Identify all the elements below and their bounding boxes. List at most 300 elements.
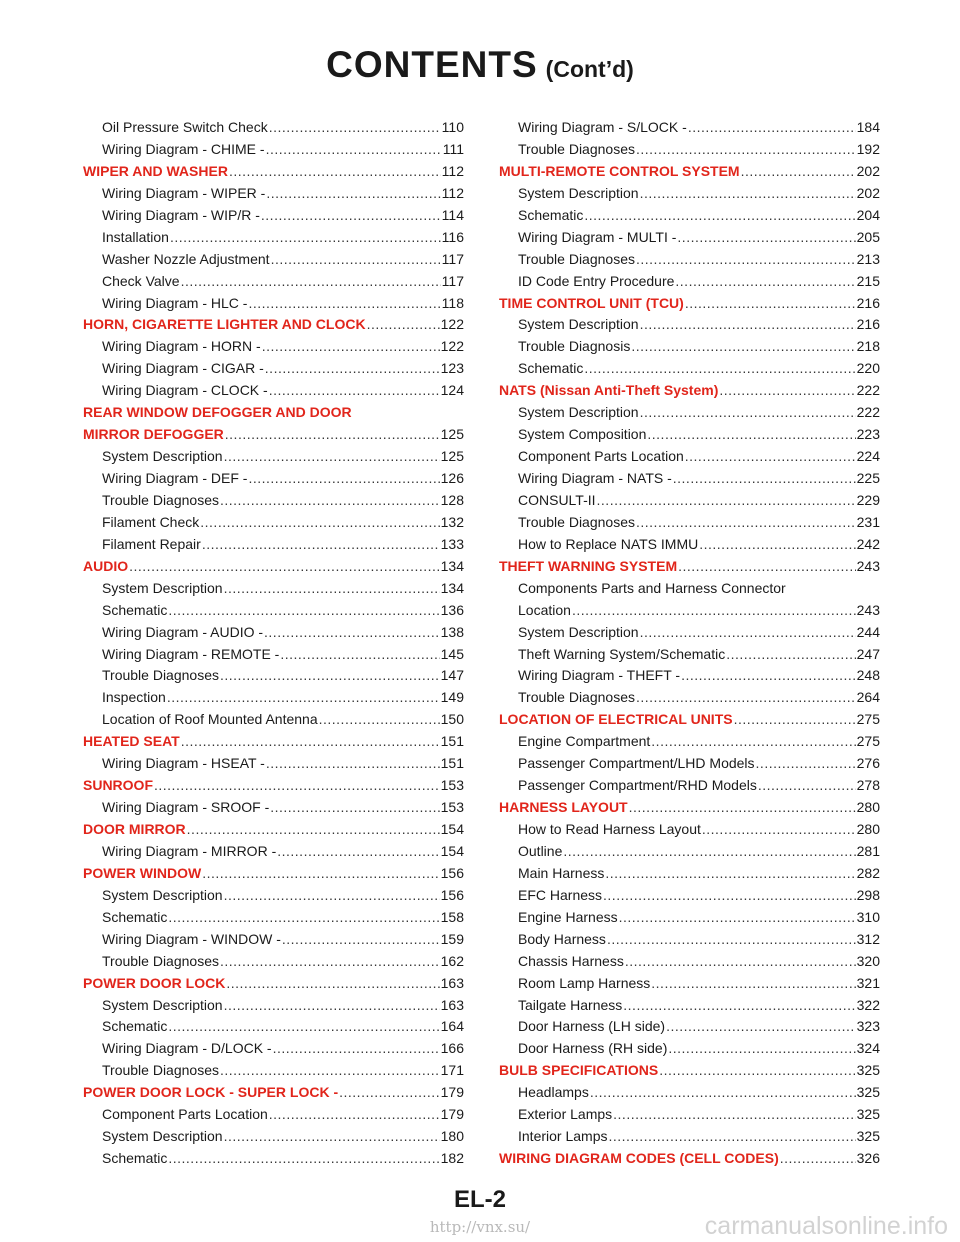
toc-entry-page: 171 [440, 1062, 464, 1079]
toc-entry[interactable] [499, 731, 880, 753]
toc-entry-label: Wiring Diagram - NATS - [518, 470, 672, 486]
toc-leader-dots [229, 161, 441, 183]
toc-entry-page: 321 [856, 974, 880, 991]
toc-entry-label: Schematic [102, 1150, 168, 1167]
toc-entry[interactable] [83, 709, 464, 731]
toc-entry[interactable] [83, 534, 464, 556]
toc-entry[interactable] [83, 1016, 464, 1038]
toc-leader-dots [605, 863, 855, 885]
toc-entry-page: 325 [856, 1128, 880, 1145]
toc-entry-label: Interior Lamps [518, 1128, 608, 1145]
page-number: EL-2 [453, 1186, 506, 1213]
toc-entry-label: Schematic [518, 360, 584, 377]
toc-entry-label: Wiring Diagram - MIRROR - [102, 842, 277, 859]
toc-entry-label: MULTI-REMOTE CONTROL SYSTEM [499, 162, 740, 179]
toc-entry[interactable] [499, 227, 880, 249]
toc-leader-dots [608, 1126, 855, 1148]
toc-entry-page: 179 [440, 1106, 464, 1123]
toc-leader-dots [636, 687, 856, 709]
toc-entry-page: 153 [440, 799, 464, 816]
toc-entry-page: 147 [440, 667, 464, 684]
toc-entry[interactable] [83, 885, 464, 907]
toc-leader-dots [280, 644, 439, 666]
toc-entry[interactable] [83, 249, 464, 271]
toc-entry-page: 128 [440, 491, 464, 508]
toc-entry-label: Door Harness (LH side) [518, 1018, 666, 1035]
toc-entry-label: AUDIO [83, 557, 129, 574]
toc-entry[interactable] [499, 973, 880, 995]
toc-entry-label: Schematic [518, 206, 584, 223]
toc-entry-page: 117 [441, 250, 464, 267]
toc-entry-page: 224 [856, 448, 880, 465]
toc-entry-page: 182 [440, 1150, 464, 1167]
toc-section-heading[interactable] [499, 161, 880, 183]
toc-entry[interactable] [499, 863, 880, 885]
toc-entry-page: 218 [856, 338, 880, 355]
toc-entry-label: How to Replace NATS IMMU [518, 535, 699, 552]
toc-leader-dots [677, 227, 855, 249]
toc-entry-page: 278 [856, 777, 880, 794]
toc-leader-dots [367, 314, 440, 336]
toc-entry-label: Wiring Diagram - WIP/R - [102, 206, 260, 223]
toc-entry-label: Tailgate Harness [518, 996, 623, 1013]
toc-entry-label: Main Harness [518, 864, 605, 881]
toc-section-heading[interactable] [83, 1082, 464, 1104]
toc-entry-page: 325 [856, 1084, 880, 1101]
toc-entry-page: 112 [441, 184, 464, 201]
toc-leader-dots [167, 687, 440, 709]
toc-entry[interactable] [499, 687, 880, 709]
toc-leader-dots [702, 819, 856, 841]
toc-entry-page: 163 [440, 996, 464, 1013]
toc-leader-dots [282, 929, 440, 951]
toc-leader-dots [220, 665, 440, 687]
toc-leader-dots [685, 446, 856, 468]
toc-leader-dots [734, 709, 856, 731]
toc-entry-label: SUNROOF [83, 777, 153, 794]
toc-entry-page: 202 [856, 162, 880, 179]
toc-entry[interactable] [83, 512, 464, 534]
toc-entry[interactable] [83, 929, 464, 951]
toc-leader-dots [625, 951, 856, 973]
toc-leader-dots [673, 468, 856, 490]
toc-entry[interactable] [83, 380, 464, 402]
toc-entry[interactable] [499, 183, 880, 205]
toc-entry-page: 213 [856, 250, 880, 267]
toc-entry[interactable] [499, 907, 880, 929]
toc-entry-label: Wiring Diagram - HLC - [102, 294, 248, 311]
toc-entry-page: 134 [440, 557, 464, 574]
toc-leader-dots [563, 841, 855, 863]
toc-entry[interactable] [499, 885, 880, 907]
toc-entry-label: Schematic [102, 908, 168, 925]
toc-leader-dots [168, 1016, 439, 1038]
toc-entry-page: 184 [856, 119, 880, 135]
toc-entry[interactable] [83, 1148, 464, 1170]
toc-entry[interactable] [499, 1038, 880, 1060]
toc-entry-page: 215 [856, 272, 880, 289]
toc-leader-dots [248, 293, 440, 315]
toc-entry-page: 243 [856, 601, 880, 618]
toc-section-heading[interactable] [83, 556, 464, 578]
toc-entry[interactable] [83, 841, 464, 863]
toc-entry-label: HEATED SEAT [83, 733, 180, 750]
toc-entry[interactable] [499, 644, 880, 666]
toc-leader-dots [619, 907, 856, 929]
toc-entry-page: 125 [440, 448, 464, 465]
toc-entry[interactable] [83, 183, 464, 205]
toc-entry-label: Trouble Diagnoses [102, 667, 219, 684]
toc-section-heading[interactable] [499, 293, 880, 315]
toc-entry[interactable] [83, 293, 464, 315]
toc-entry-label: Wiring Diagram - THEFT - [518, 667, 681, 684]
toc-entry-label: DOOR MIRROR [83, 821, 186, 837]
toc-entry-label: System Description [102, 886, 223, 903]
toc-entry[interactable] [499, 512, 880, 534]
toc-leader-dots [224, 885, 440, 907]
toc-entry-label: System Description [102, 579, 223, 596]
toc-section-heading[interactable] [83, 775, 464, 797]
toc-entry-page: 247 [856, 645, 880, 662]
toc-leader-dots [271, 249, 441, 271]
toc-entry[interactable] [499, 622, 880, 644]
toc-entry[interactable] [499, 753, 880, 775]
toc-leader-dots [225, 424, 440, 446]
toc-entry-page: 320 [856, 952, 880, 969]
toc-leader-dots [277, 841, 439, 863]
toc-entry-label: Trouble Diagnoses [518, 140, 635, 157]
toc-entry-page: 126 [440, 470, 464, 486]
toc-leader-dots [269, 380, 440, 402]
toc-entry-label: Wiring Diagram - D/LOCK - [102, 1040, 272, 1057]
toc-leader-dots [678, 556, 856, 578]
toc-entry-page: 322 [856, 996, 880, 1013]
toc-entry-label: Component Parts Location [518, 448, 684, 465]
toc-entry-label: Washer Nozzle Adjustment [102, 250, 270, 267]
toc-entry-page: 312 [856, 930, 880, 947]
toc-entry-label: Wiring Diagram - HSEAT - [102, 755, 265, 772]
toc-entry[interactable] [499, 314, 880, 336]
toc-entry-page: 156 [440, 886, 464, 903]
toc-leader-dots [202, 534, 440, 556]
toc-left-column [83, 117, 464, 1170]
toc-entry-label: System Description [518, 184, 639, 201]
toc-entry-page: 122 [440, 316, 464, 333]
toc-entry-label: Wiring Diagram - CIGAR - [102, 360, 264, 377]
toc-entry-page: 179 [440, 1084, 464, 1101]
toc-leader-dots [584, 358, 855, 380]
toc-entry[interactable] [83, 578, 464, 600]
toc-entry[interactable] [499, 995, 880, 1017]
toc-leader-dots [572, 600, 856, 622]
toc-entry[interactable] [83, 622, 464, 644]
toc-entry-label: Chassis Harness [518, 952, 624, 969]
toc-entry-page: 166 [440, 1040, 464, 1057]
toc-entry-page: 138 [440, 623, 464, 640]
toc-entry[interactable] [83, 468, 464, 490]
toc-entry-label: Wiring Diagram - WIPER - [102, 184, 266, 201]
toc-entry[interactable] [499, 402, 880, 424]
toc-leader-dots [266, 753, 440, 775]
toc-entry[interactable] [499, 600, 880, 622]
toc-section-heading[interactable] [499, 556, 880, 578]
toc-entry[interactable] [499, 819, 880, 841]
toc-leader-dots [603, 885, 856, 907]
toc-entry[interactable] [499, 1104, 880, 1126]
toc-entry[interactable] [83, 1038, 464, 1060]
toc-section-heading[interactable] [83, 863, 464, 885]
toc-entry-label: POWER DOOR LOCK - SUPER LOCK - [83, 1084, 339, 1101]
toc-entry[interactable] [499, 271, 880, 293]
toc-entry[interactable] [83, 205, 464, 227]
toc-entry-label: HORN, CIGARETTE LIGHTER AND CLOCK [83, 316, 366, 333]
toc-leader-dots [636, 139, 856, 161]
toc-entry-page: 310 [856, 908, 880, 925]
toc-entry[interactable] [499, 665, 880, 687]
toc-section-heading[interactable] [83, 314, 464, 336]
toc-entry-page: 122 [440, 338, 464, 355]
toc-entry[interactable] [499, 468, 880, 490]
toc-leader-dots [170, 227, 441, 249]
toc-entry[interactable] [499, 249, 880, 271]
toc-entry-label: Trouble Diagnoses [102, 491, 219, 508]
toc-leader-dots [220, 490, 440, 512]
toc-entry[interactable] [499, 578, 880, 600]
toc-section-heading[interactable] [83, 973, 464, 995]
toc-leader-dots [699, 534, 855, 556]
toc-leader-dots [640, 402, 856, 424]
toc-entry-page: 276 [856, 755, 880, 772]
toc-entry[interactable] [499, 1016, 880, 1038]
toc-entry-page: 159 [440, 930, 464, 947]
toc-entry[interactable] [499, 775, 880, 797]
toc-leader-dots [640, 314, 856, 336]
toc-leader-dots [220, 1060, 440, 1082]
toc-entry[interactable] [83, 753, 464, 775]
toc-entry-label: THEFT WARNING SYSTEM [499, 557, 678, 574]
toc-entry-label: System Description [518, 316, 639, 333]
toc-entry-label: HARNESS LAYOUT [499, 799, 628, 816]
toc-entry[interactable] [83, 139, 464, 161]
toc-entry[interactable] [83, 665, 464, 687]
toc-entry[interactable] [83, 490, 464, 512]
toc-leader-dots [666, 1016, 856, 1038]
toc-entry[interactable] [499, 951, 880, 973]
toc-entry-page: 275 [856, 733, 880, 750]
toc-entry-label: Check Valve [102, 272, 180, 289]
toc-leader-dots [741, 161, 856, 183]
toc-entry-page: 192 [856, 140, 880, 157]
toc-entry-page: 145 [440, 645, 464, 662]
toc-entry-label: Theft Warning System/Schematic [518, 645, 726, 662]
toc-section-heading[interactable] [499, 797, 880, 819]
toc-leader-dots [168, 600, 439, 622]
toc-leader-dots [220, 951, 440, 973]
toc-entry-label: WIRING DIAGRAM CODES (CELL CODES) [499, 1150, 779, 1167]
toc-entry-label: Wiring Diagram - CLOCK - [102, 382, 268, 399]
toc-entry-page: 223 [856, 426, 880, 443]
toc-entry-page: 324 [856, 1040, 880, 1057]
toc-entry-label: Wiring Diagram - HORN - [102, 338, 261, 355]
toc-leader-dots [181, 271, 441, 293]
toc-entry-page: 244 [856, 623, 880, 640]
toc-entry[interactable] [499, 490, 880, 512]
toc-entry-label: MIRROR DEFOGGER [83, 426, 224, 443]
toc-leader-dots [647, 424, 855, 446]
toc-entry-label: Trouble Diagnoses [518, 250, 635, 267]
toc-entry-page: 117 [441, 272, 464, 289]
toc-entry[interactable] [83, 1060, 464, 1082]
toc-entry-label: Headlamps [518, 1084, 589, 1101]
title-sub: (Cont’d) [545, 56, 634, 82]
toc-leader-dots [168, 1148, 439, 1170]
toc-leader-dots [685, 293, 856, 315]
toc-leader-dots [597, 490, 856, 512]
toc-entry-page: 280 [856, 821, 880, 837]
toc-entry-page: 298 [856, 886, 880, 903]
toc-section-heading[interactable] [83, 424, 464, 446]
toc-section-heading[interactable] [83, 402, 464, 424]
toc-entry-page: 282 [856, 864, 880, 881]
footer-url[interactable]: http://vnx.su/ [429, 1218, 531, 1236]
toc-entry-label: Wiring Diagram - MULTI - [518, 228, 677, 245]
toc-entry-page: 114 [441, 206, 464, 223]
toc-leader-dots [636, 249, 856, 271]
toc-entry-label: NATS (Nissan Anti-Theft System) [499, 382, 719, 399]
toc-entry-page: 225 [856, 470, 880, 486]
toc-entry[interactable] [83, 644, 464, 666]
toc-entry-label: Location of Roof Mounted Antenna [102, 711, 318, 728]
toc-entry[interactable] [499, 336, 880, 358]
toc-entry-page: 264 [856, 689, 880, 706]
toc-entry-page: 162 [440, 952, 464, 969]
toc-entry[interactable] [499, 1082, 880, 1104]
toc-entry-label: ID Code Entry Procedure [518, 272, 675, 289]
toc-section-heading[interactable] [83, 731, 464, 753]
toc-leader-dots [200, 512, 439, 534]
toc-section-heading[interactable] [499, 1148, 880, 1170]
toc-entry-label: LOCATION OF ELECTRICAL UNITS [499, 711, 733, 728]
toc-entry-label: Installation [102, 228, 169, 245]
toc-entry-label: Trouble Diagnoses [518, 513, 635, 530]
toc-entry-label: Wiring Diagram - WINDOW - [102, 930, 281, 947]
toc-entry-page: 136 [440, 601, 464, 618]
toc-entry-label: Door Harness (RH side) [518, 1040, 668, 1057]
toc-entry-label: Wiring Diagram - SROOF - [102, 799, 270, 816]
toc-entry[interactable] [83, 227, 464, 249]
toc-leader-dots [154, 775, 440, 797]
toc-entry[interactable] [83, 358, 464, 380]
toc-entry[interactable] [499, 446, 880, 468]
toc-entry-label: REAR WINDOW DEFOGGER AND DOOR [83, 404, 352, 421]
toc-entry-page: 124 [440, 382, 464, 399]
toc-entry-label: System Description [102, 1128, 223, 1145]
toc-entry[interactable] [499, 1126, 880, 1148]
toc-leader-dots [780, 1148, 856, 1170]
toc-entry-label: EFC Harness [518, 886, 603, 903]
toc-entry-page: 110 [441, 119, 464, 135]
toc-entry-page: 154 [440, 821, 464, 837]
toc-section-heading[interactable] [499, 1060, 880, 1082]
toc-entry[interactable] [83, 117, 464, 139]
toc-entry-page: 281 [856, 842, 880, 859]
toc-leader-dots [224, 1126, 440, 1148]
toc-entry-label: System Description [102, 996, 223, 1013]
toc-entry-page: 132 [440, 513, 464, 530]
toc-entry-page: 202 [856, 184, 880, 201]
toc-leader-dots [266, 183, 440, 205]
toc-entry-label: System Description [102, 448, 223, 465]
toc-leader-dots [224, 578, 440, 600]
toc-entry-label: Trouble Diagnosis [518, 338, 631, 355]
toc-entry-label: Engine Compartment [518, 733, 651, 750]
toc-entry[interactable] [499, 117, 880, 139]
toc-entry[interactable] [83, 446, 464, 468]
toc-leader-dots [226, 973, 439, 995]
toc-entry-label: Wiring Diagram - REMOTE - [102, 645, 280, 662]
toc-leader-dots [636, 512, 856, 534]
toc-leader-dots [129, 556, 440, 578]
toc-entry-page: 111 [442, 140, 464, 157]
toc-entry-label: Components Parts and Harness Connector [518, 579, 786, 596]
toc-leader-dots [273, 1038, 440, 1060]
toc-entry-page: 231 [856, 513, 880, 530]
toc-entry-label: CONSULT-II [518, 491, 596, 508]
toc-entry[interactable] [83, 951, 464, 973]
toc-entry[interactable] [499, 929, 880, 951]
toc-entry[interactable] [499, 205, 880, 227]
toc-entry-label: Oil Pressure Switch Check [102, 119, 268, 135]
toc-entry-page: 118 [441, 294, 464, 311]
toc-entry[interactable] [499, 841, 880, 863]
toc-entry-label: Exterior Lamps [518, 1106, 613, 1123]
page-title [0, 44, 960, 86]
toc-entry[interactable] [83, 907, 464, 929]
toc-entry-label: System Composition [518, 426, 647, 443]
toc-entry-label: Body Harness [518, 930, 606, 947]
toc-entry[interactable] [499, 139, 880, 161]
toc-leader-dots [719, 380, 855, 402]
toc-entry[interactable] [499, 534, 880, 556]
toc-entry-label: Schematic [102, 601, 168, 618]
toc-entry[interactable] [83, 1104, 464, 1126]
toc-entry-label: Component Parts Location [102, 1106, 268, 1123]
toc-entry-label: Inspection [102, 689, 166, 706]
toc-entry[interactable] [83, 600, 464, 622]
toc-entry[interactable] [499, 358, 880, 380]
toc-entry[interactable] [83, 336, 464, 358]
toc-entry-page: 216 [856, 294, 880, 311]
toc-section-heading[interactable] [499, 709, 880, 731]
toc-section-heading[interactable] [499, 380, 880, 402]
toc-section-heading[interactable] [83, 161, 464, 183]
toc-entry-label: Wiring Diagram - DEF - [102, 470, 248, 486]
toc-entry[interactable] [499, 424, 880, 446]
toc-entry-label: Filament Check [102, 513, 200, 530]
toc-leader-dots [262, 336, 440, 358]
toc-entry-label: Passenger Compartment/RHD Models [518, 777, 757, 794]
toc-section-heading[interactable] [83, 819, 464, 841]
toc-entry[interactable] [83, 995, 464, 1017]
toc-leader-dots [187, 819, 440, 841]
toc-leader-dots [681, 665, 856, 687]
toc-entry[interactable] [83, 271, 464, 293]
toc-entry[interactable] [83, 1126, 464, 1148]
toc-entry-label: Location [518, 601, 571, 618]
toc-entry-page: 116 [441, 228, 464, 245]
toc-entry[interactable] [83, 797, 464, 819]
toc-entry[interactable] [83, 687, 464, 709]
